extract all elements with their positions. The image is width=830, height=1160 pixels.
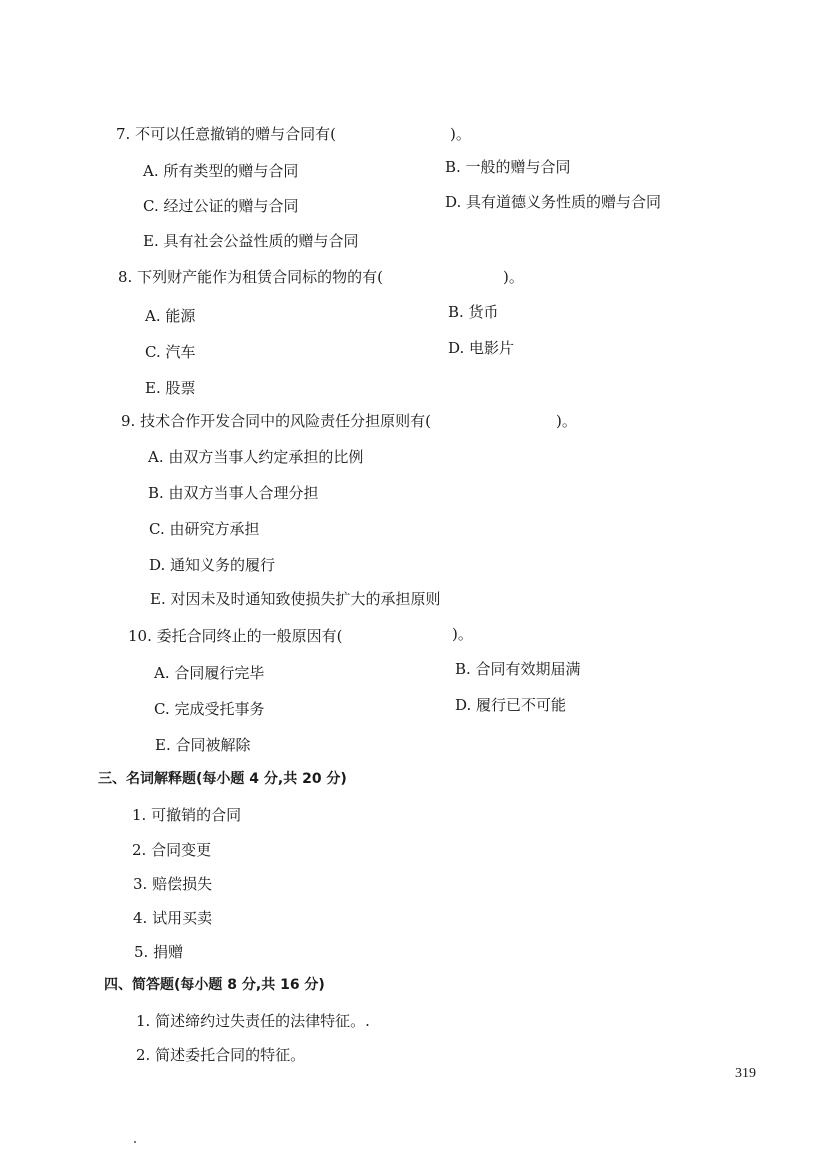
section4-item-1: 1. 简述缔约过失责任的法律特征。. [136, 1012, 370, 1030]
section3-item-2: 2. 合同变更 [132, 841, 212, 859]
q9-option-d: D. 通知义务的履行 [149, 556, 276, 574]
q7-option-b: B. 一般的赠与合同 [445, 158, 571, 176]
scan-speck [134, 1141, 136, 1143]
q10-option-c: C. 完成受托事务 [154, 700, 265, 718]
q8-option-b: B. 货币 [448, 303, 499, 321]
q9-option-b: B. 由双方当事人合理分担 [148, 484, 319, 502]
section3-item-4: 4. 试用买卖 [133, 909, 213, 927]
q10-option-a: A. 合同履行完毕 [154, 664, 265, 682]
q9-option-c: C. 由研究方承担 [149, 520, 260, 538]
q10-option-b: B. 合同有效期届满 [455, 660, 581, 678]
q9-stem: 9. 技术合作开发合同中的风险责任分担原则有( [121, 412, 431, 430]
page-number: 319 [735, 1066, 756, 1081]
q9-close: )。 [556, 412, 577, 430]
q7-option-e: E. 具有社会公益性质的赠与合同 [143, 232, 359, 250]
q8-stem: 8. 下列财产能作为租赁合同标的物的有( [118, 268, 383, 286]
section3-item-5: 5. 捐赠 [134, 943, 184, 961]
q8-option-d: D. 电影片 [448, 339, 515, 357]
q10-close: )。 [452, 625, 473, 643]
section3-item-1: 1. 可撤销的合同 [132, 806, 242, 824]
q9-option-e: E. 对因未及时通知致使损失扩大的承担原则 [150, 590, 441, 608]
section4-heading: 四、简答题(每小题 8 分,共 16 分) [104, 977, 325, 993]
q7-option-a: A. 所有类型的赠与合同 [143, 162, 299, 180]
q8-option-a: A. 能源 [145, 307, 196, 325]
q10-stem: 10. 委托合同终止的一般原因有( [128, 627, 343, 645]
q8-option-e: E. 股票 [145, 379, 196, 397]
q8-option-c: C. 汽车 [145, 343, 196, 361]
q7-option-c: C. 经过公证的赠与合同 [143, 197, 299, 215]
q7-option-d: D. 具有道德义务性质的赠与合同 [445, 193, 662, 211]
section3-item-3: 3. 赔偿损失 [133, 875, 213, 893]
q8-close: )。 [503, 268, 524, 286]
q10-option-d: D. 履行已不可能 [455, 696, 567, 714]
q9-option-a: A. 由双方当事人约定承担的比例 [148, 448, 364, 466]
section4-item-2: 2. 简述委托合同的特征。 [136, 1046, 306, 1064]
q7-stem: 7. 不可以任意撤销的赠与合同有( [116, 125, 336, 143]
q10-option-e: E. 合同被解除 [155, 736, 251, 754]
section3-heading: 三、名词解释题(每小题 4 分,共 20 分) [98, 771, 347, 787]
q7-close: )。 [450, 125, 471, 143]
